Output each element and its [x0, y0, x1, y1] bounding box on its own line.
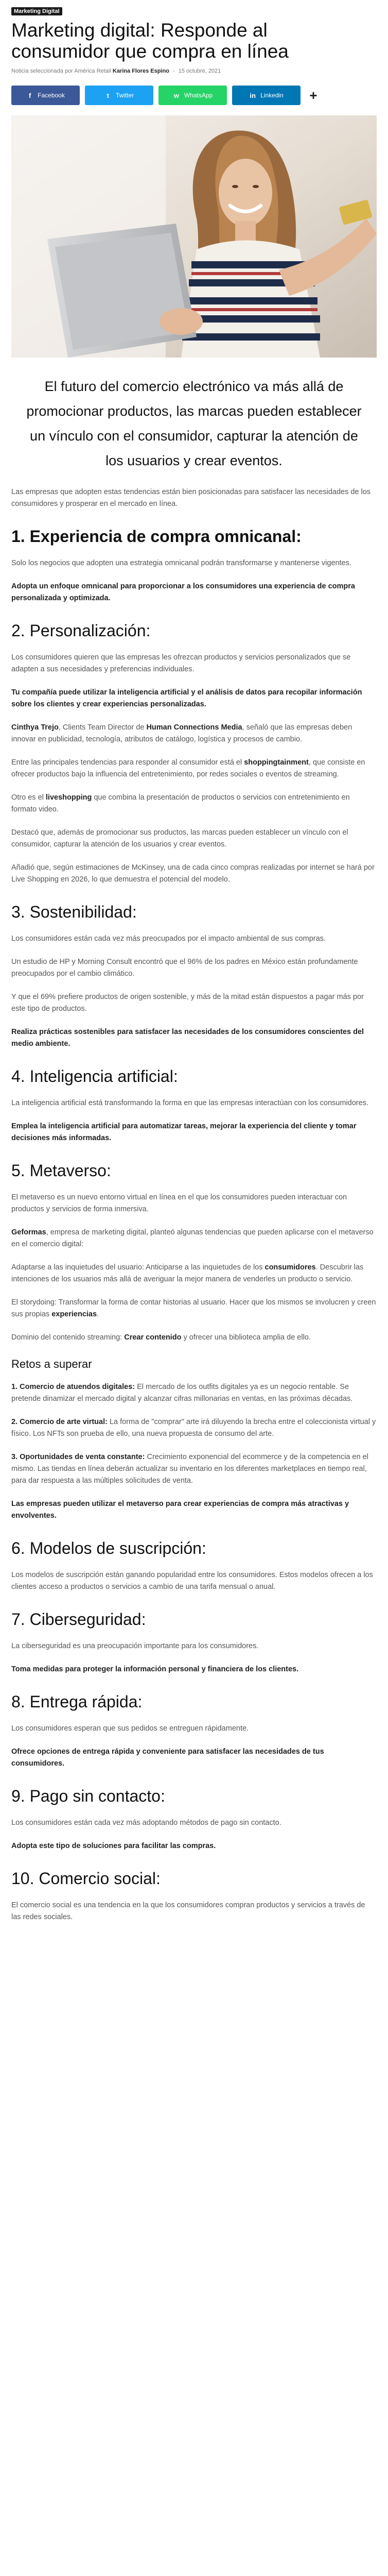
- text: , señaló que las empresas deben innovar en publicidad, tecnología, atributos de catálogo, logística y procesos de cambio.: [11, 723, 352, 743]
- hero-image: [11, 115, 377, 358]
- byline: [11, 68, 377, 74]
- byline-prefix: Noticia seleccionada por América Retail: [11, 68, 111, 74]
- article-title: Marketing digital: Responde al consumidor que compra en línea: [11, 20, 289, 62]
- text: Crecimiento exponencial del ecommerce y de la competencia en el mismo. Las tiendas en línea deberán actualizar su inventario en los diferentes marketplaces en tiempo real, para dar respuesta a las múltiples solicitudes de venta.: [11, 1453, 368, 1485]
- paragraph: La ciberseguridad es una preocupación importante para los consumidores.: [11, 1642, 259, 1650]
- paragraph-bold: Adopta un enfoque omnicanal para proporcionar a los consumidores una experiencia de compra personalizada y optimizada.: [11, 582, 355, 602]
- text: que combina la presentación de productos o servicios con entretenimiento en formato video.: [11, 793, 350, 814]
- byline-separator: -: [172, 68, 175, 74]
- section-heading-personalization: 2. Personalización:: [11, 621, 151, 640]
- paragraph: [11, 722, 377, 745]
- intro-paragraph: Las empresas que adopten estas tendencias están bien posicionadas para satisfacer las necesidades de los consumidores y prosperar en el mercado en línea.: [11, 488, 371, 508]
- paragraph: Los consumidores están cada vez más adoptando métodos de pago sin contacto.: [11, 1819, 281, 1827]
- paragraph: [11, 1297, 377, 1320]
- paragraph-bold: Ofrece opciones de entrega rápida y conveniente para satisfacer las necesidades de tus consumidores.: [11, 1748, 324, 1768]
- share-linkedin-label: Linkedin: [260, 92, 284, 99]
- paragraph: [11, 792, 377, 816]
- paragraph-bold: Toma medidas para proteger la información personal y financiera de los clientes.: [11, 1665, 299, 1673]
- text: Entre las principales tendencias para responder al consumidor está el: [11, 758, 244, 767]
- section-heading-subscription: 6. Modelos de suscripción:: [11, 1539, 206, 1557]
- lead-heading: El futuro del comercio electrónico va más allá de promocionar productos, las marcas pueden establecer un vínculo con el consumidor, capturar la atención de los usuarios y crear eventos.: [26, 379, 362, 468]
- share-whatsapp-label: WhatsApp: [184, 92, 213, 99]
- paragraph-bold: Realiza prácticas sostenibles para satisfacer las necesidades de los consumidores conscientes del medio ambiente.: [11, 1028, 364, 1048]
- text: , empresa de marketing digital, planteó algunas tendencias que pueden aplicarse con el metaverso en el comercio digital:: [11, 1228, 374, 1248]
- paragraph-bold: Tu compañía puede utilizar la inteligencia artificial y el análisis de datos para recopilar información sobre los clientes y crear experiencias personalizadas.: [11, 688, 362, 708]
- paragraph: [11, 1227, 377, 1250]
- share-bar: [11, 86, 377, 105]
- term: liveshopping: [45, 793, 92, 802]
- paragraph-bold: Las empresas pueden utilizar el metaverso para crear experiencias de compra más atractivas y envolventes.: [11, 1500, 349, 1520]
- facebook-icon: f: [28, 91, 31, 99]
- section-heading-sustainability: 3. Sostenibilidad:: [11, 903, 137, 921]
- paragraph: El metaverso es un nuevo entorno virtual en línea en el que los consumidores pueden interactuar con productos y servicios de forma inmersiva.: [11, 1193, 347, 1213]
- paragraph: Solo los negocios que adopten una estrategia omnicanal podrán transformarse y mantenerse vigentes.: [11, 559, 351, 567]
- share-whatsapp-button[interactable]: [158, 86, 227, 105]
- text: , Clients Team Director de: [58, 723, 147, 732]
- term: consumidores: [264, 1263, 316, 1272]
- byline-date: 15 octubre, 2021: [178, 68, 221, 74]
- paragraph: Y que el 69% prefiere productos de origen sostenible, y más de la mitad están dispuestos a pagar más por este tipo de productos.: [11, 993, 364, 1013]
- challenge-title: 3. Oportunidades de venta constante:: [11, 1453, 145, 1461]
- company-name: Human Connections Media: [146, 723, 242, 732]
- paragraph: La inteligencia artificial está transformando la forma en que las empresas interactúan con los consumidores.: [11, 1099, 368, 1107]
- text: El mercado de los outfits digitales ya es un negocio rentable. Se pretende dinamizar el mercado digital y alcanzar cifras millonarias en ventas, en las próximas décadas.: [11, 1383, 353, 1403]
- term: experiencias: [51, 1310, 97, 1318]
- text: Otro es el: [11, 793, 46, 802]
- hero-illustration: [11, 115, 377, 358]
- paragraph: Los consumidores esperan que sus pedidos se entreguen rápidamente.: [11, 1724, 249, 1733]
- company-name: Geformas: [11, 1228, 46, 1236]
- section-heading-contactless-payment: 9. Pago sin contacto:: [11, 1787, 165, 1805]
- term: shoppingtainment: [244, 758, 309, 767]
- paragraph: El comercio social es una tendencia en la que los consumidores compran productos y servicios a través de las redes sociales.: [11, 1901, 365, 1921]
- section-heading-omnichannel: 1. Experiencia de compra omnicanal:: [11, 527, 302, 546]
- paragraph: [11, 1262, 377, 1285]
- text: y ofrecer una biblioteca amplia de ello.: [181, 1333, 311, 1342]
- subheading-challenges: Retos a superar: [11, 1358, 92, 1370]
- text: El storydoing: Transformar la forma de contar historias al usuario. Hacer que los mismos se involucren y creen sus propias: [11, 1298, 376, 1318]
- challenge-item: [11, 1381, 377, 1405]
- article-body: [11, 486, 377, 1923]
- text: .: [97, 1310, 99, 1318]
- paragraph: Los consumidores quieren que las empresas les ofrezcan productos y servicios personalizados que se adapten a sus necesidades y preferencias individuales.: [11, 653, 351, 673]
- paragraph: Los consumidores están cada vez más preocupados por el impacto ambiental de sus compras.: [11, 935, 326, 943]
- section-heading-ai: 4. Inteligencia artificial:: [11, 1067, 178, 1086]
- whatsapp-icon: w: [173, 91, 179, 99]
- paragraph: Los modelos de suscripción están ganando popularidad entre los consumidores. Estos modelos ofrecen a los clientes acceso a productos o servicios a cambio de una tarifa mensual o anual.: [11, 1571, 373, 1591]
- section-heading-fast-delivery: 8. Entrega rápida:: [11, 1692, 143, 1711]
- share-twitter-button[interactable]: [85, 86, 153, 105]
- challenge-item: [11, 1451, 377, 1487]
- paragraph: Añadió que, según estimaciones de McKinsey, una de cada cinco compras realizadas por internet se hará por Live Shopping en 2026, lo que demuestra el potencial del modelo.: [11, 863, 375, 884]
- text: . Descubrir las intenciones de los usuarios más allá de averiguar la mejor manera de venderles un producto o servicio.: [11, 1263, 364, 1283]
- person-name: Cinthya Trejo: [11, 723, 59, 732]
- linkedin-icon: in: [250, 91, 256, 99]
- share-twitter-label: Twitter: [115, 92, 134, 99]
- text: , que consiste en ofrecer productos bajo la influencia del entretenimiento, por redes sociales o eventos de streaming.: [11, 758, 365, 778]
- text: La forma de "comprar" arte irá diluyendo la brecha entre el coleccionista virtual y físico. Los NFTs son prueba de ello, una nueva propuesta de consumo del arte.: [11, 1418, 376, 1438]
- share-more-button[interactable]: +: [309, 87, 318, 103]
- byline-author[interactable]: Karina Flores Espino: [112, 68, 169, 74]
- twitter-icon: t: [107, 91, 109, 99]
- text: Dominio del contenido streaming:: [11, 1333, 125, 1342]
- share-facebook-button[interactable]: [11, 86, 80, 105]
- challenge-title: 2. Comercio de arte virtual:: [11, 1418, 108, 1426]
- paragraph: [11, 1332, 377, 1344]
- share-linkedin-button[interactable]: [232, 86, 301, 105]
- paragraph-bold: Adopta este tipo de soluciones para facilitar las compras.: [11, 1842, 216, 1850]
- paragraph: Un estudio de HP y Morning Consult encontró que el 96% de los padres en México están profundamente preocupados por el cambio climático.: [11, 958, 358, 978]
- term: Crear contenido: [124, 1333, 182, 1342]
- text: Adaptarse a las inquietudes del usuario: Anticiparse a las inquietudes de los: [11, 1263, 265, 1272]
- section-heading-social-commerce: 10. Comercio social:: [11, 1869, 161, 1888]
- share-facebook-label: Facebook: [38, 92, 65, 99]
- section-heading-metaverse: 5. Metaverso:: [11, 1161, 111, 1180]
- paragraph: Destacó que, además de promocionar sus productos, las marcas pueden establecer un vínculo con el consumidor, capturar la atención de los usuarios y crear eventos.: [11, 828, 348, 849]
- section-heading-cybersecurity: 7. Ciberseguridad:: [11, 1610, 146, 1629]
- paragraph-bold: Emplea la inteligencia artificial para automatizar tareas, mejorar la experiencia del cliente y tomar decisiones más informadas.: [11, 1122, 357, 1142]
- paragraph: [11, 757, 377, 781]
- challenge-title: 1. Comercio de atuendos digitales:: [11, 1383, 135, 1391]
- challenge-item: [11, 1416, 377, 1440]
- category-badge[interactable]: Marketing Digital: [11, 7, 62, 15]
